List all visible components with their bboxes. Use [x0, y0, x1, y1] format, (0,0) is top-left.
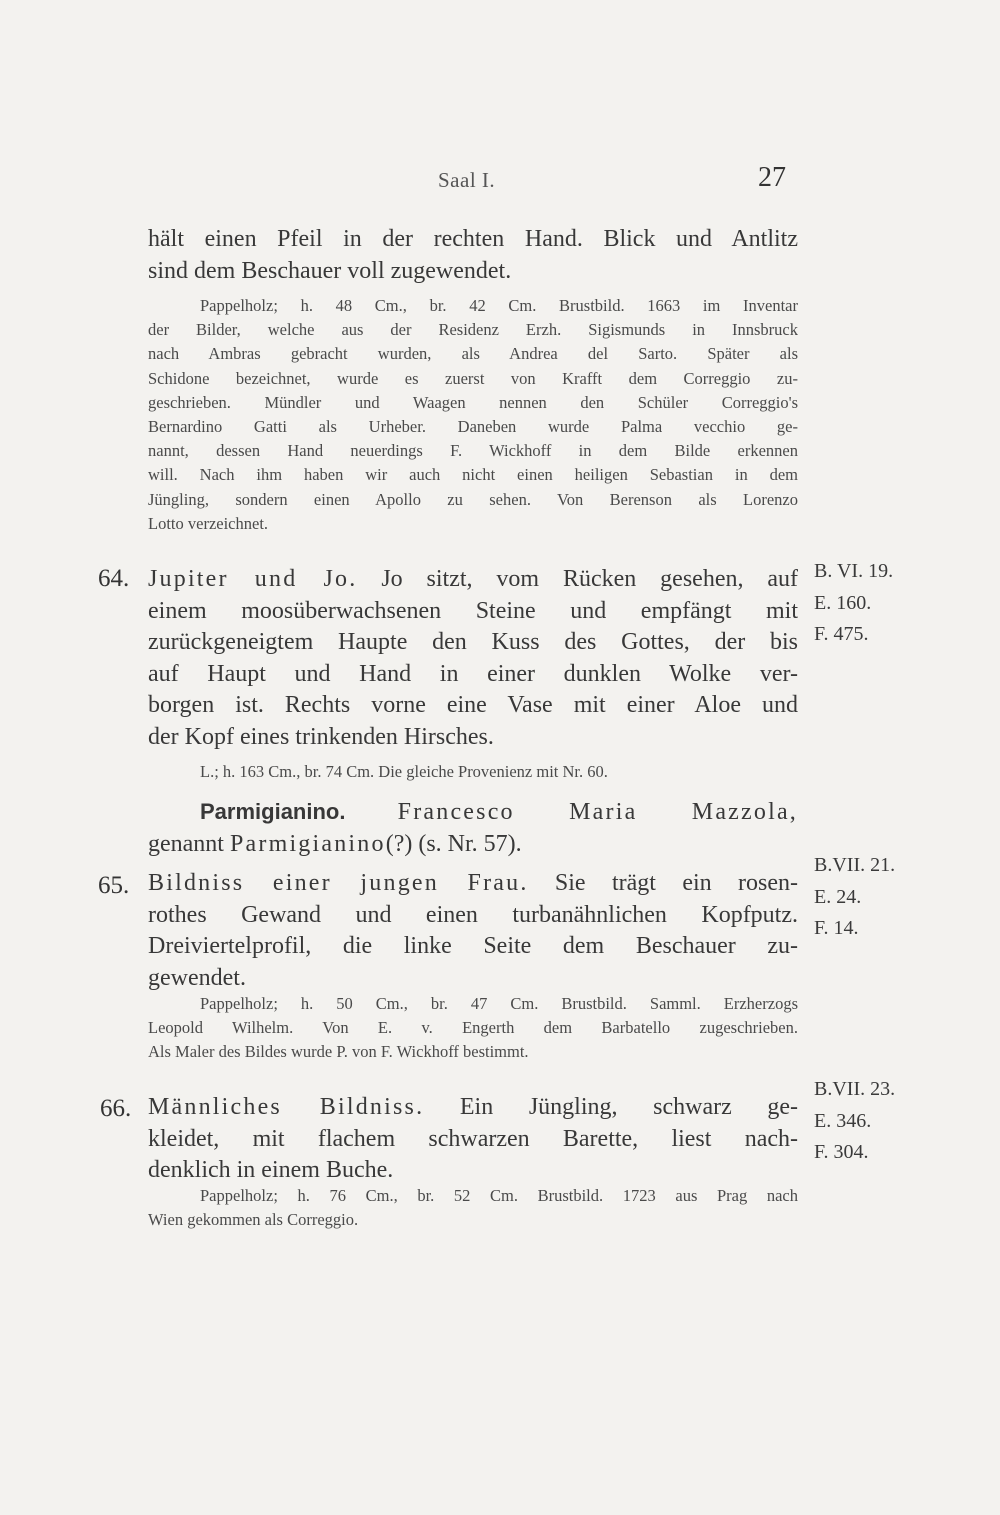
note-line: Schidone bezeichnet, wurde es zuerst von Krafft dem Correggio zu-: [148, 368, 798, 388]
text-line: [148, 868, 798, 900]
entry-64-note: [148, 760, 798, 784]
artist-full-name: Francesco Maria Mazzola,: [397, 799, 799, 825]
intro-paragraph: [148, 224, 798, 287]
text-line: denklich in einem Buche.: [148, 1157, 394, 1183]
note-line: Pappelholz; h. 50 Cm., br. 47 Cm. Brustbild. Samml. Erzherzogs: [200, 994, 798, 1013]
entry-number: 65.: [98, 872, 130, 899]
text-line: rothes Gewand und einen turbanähnlichen Kopfputz.: [148, 901, 798, 928]
artist-heading: [148, 796, 798, 860]
note-line: Wien gekommen als Correggio.: [148, 1210, 359, 1230]
note-line: Jüngling, sondern einen Apollo zu sehen. Von Berenson als Lorenzo: [148, 489, 798, 509]
reference: E. 346.: [814, 1109, 872, 1132]
text-line: hält einen Pfeil in der rechten Hand. Blick und Antlitz: [148, 226, 798, 252]
reference: F. 14.: [814, 917, 859, 939]
entry-number: 64.: [98, 565, 130, 592]
text-span: Parmigianino: [229, 830, 386, 857]
text-line: der Kopf eines trinkenden Hirsches.: [148, 723, 494, 750]
text-line: [148, 564, 798, 596]
section-title: Saal I.: [438, 168, 496, 192]
entry-65-note: [148, 992, 798, 1065]
note-line: Leopold Wilhelm. Von E. v. Engerth dem Barbatello zugeschrieben.: [148, 1018, 798, 1038]
artist-name: Parmigianino.: [200, 799, 346, 824]
text-span: (?) (s. Nr. 57).: [385, 830, 522, 857]
references: [814, 556, 893, 651]
reference: E. 160.: [814, 591, 872, 614]
reference: B.VII. 21.: [814, 854, 896, 876]
text-span: Ein Jüngling, schwarz ge-: [459, 1094, 798, 1120]
reference: E. 24.: [814, 885, 862, 908]
note-line: nannt, dessen Hand neuerdings F. Wickhoff in dem Bilde erkennen: [148, 441, 798, 461]
note-line: geschrieben. Mündler und Waagen nennen den Schüler Correggio's: [148, 392, 798, 412]
entry-66-note: [148, 1184, 798, 1232]
text-span: Jo sitzt, vom Rücken gesehen, auf: [381, 566, 798, 592]
text-line: einem moosüberwachsenen Steine und empfängt mit: [148, 597, 798, 624]
intro-note: [148, 294, 798, 536]
entry-64: [148, 564, 798, 753]
reference: B.VII. 23.: [814, 1078, 896, 1100]
text-line: Dreiviertelprofil, die linke Seite dem Beschauer zu-: [148, 933, 798, 959]
note-line: Lotto verzeichnet.: [148, 513, 269, 533]
note-line: Pappelholz; h. 48 Cm., br. 42 Cm. Brustbild. 1663 im Inventar: [200, 296, 798, 315]
references: [814, 850, 895, 945]
entry-title: Bildniss einer jungen Frau.: [148, 870, 529, 896]
text-line: zurückgeneigtem Haupte den Kuss des Gottes, der bis: [148, 629, 798, 655]
entry-title: Männliches Bildniss.: [148, 1094, 425, 1120]
reference: B. VI. 19.: [814, 560, 894, 582]
text-line: sind dem Beschauer voll zugewendet.: [148, 257, 512, 284]
entry-title: Jupiter und Jo.: [148, 566, 358, 592]
text-span: genannt: [148, 830, 224, 857]
text-line: borgen ist. Rechts vorne eine Vase mit einer Aloe und: [148, 692, 798, 718]
text-span: Sie trägt ein rosen-: [554, 870, 798, 896]
note-line: Als Maler des Bildes wurde P. von F. Wickhoff bestimmt.: [148, 1042, 529, 1062]
text-line: kleidet, mit flachem schwarzen Barette, liest nach-: [148, 1125, 798, 1152]
entry-number: 66.: [100, 1095, 132, 1122]
note-line: Bernardino Gatti als Urheber. Daneben wurde Palma vecchio ge-: [148, 417, 798, 437]
text-line: [148, 796, 798, 829]
text-line: auf Haupt und Hand in einer dunklen Wolke ver-: [148, 660, 798, 687]
reference: F. 475.: [814, 623, 869, 645]
references: [814, 1074, 895, 1169]
note-line: Pappelholz; h. 76 Cm., br. 52 Cm. Brustbild. 1723 aus Prag nach: [200, 1186, 798, 1205]
note-line: L.; h. 163 Cm., br. 74 Cm. Die gleiche Provenienz mit Nr. 60.: [200, 762, 608, 781]
text-line: [148, 829, 798, 861]
entry-65: [148, 868, 798, 994]
running-header: [0, 162, 1000, 202]
text-line: gewendet.: [148, 964, 246, 991]
note-line: der Bilder, welche aus der Residenz Erzh. Sigismunds in Innsbruck: [148, 320, 798, 340]
note-line: will. Nach ihm haben wir auch nicht einen heiligen Sebastian in dem: [148, 465, 798, 485]
page-number: 27: [758, 162, 786, 193]
entry-66: [148, 1092, 798, 1187]
reference: F. 304.: [814, 1141, 869, 1163]
note-line: nach Ambras gebracht wurden, als Andrea del Sarto. Später als: [148, 344, 798, 364]
text-line: [148, 1092, 798, 1124]
